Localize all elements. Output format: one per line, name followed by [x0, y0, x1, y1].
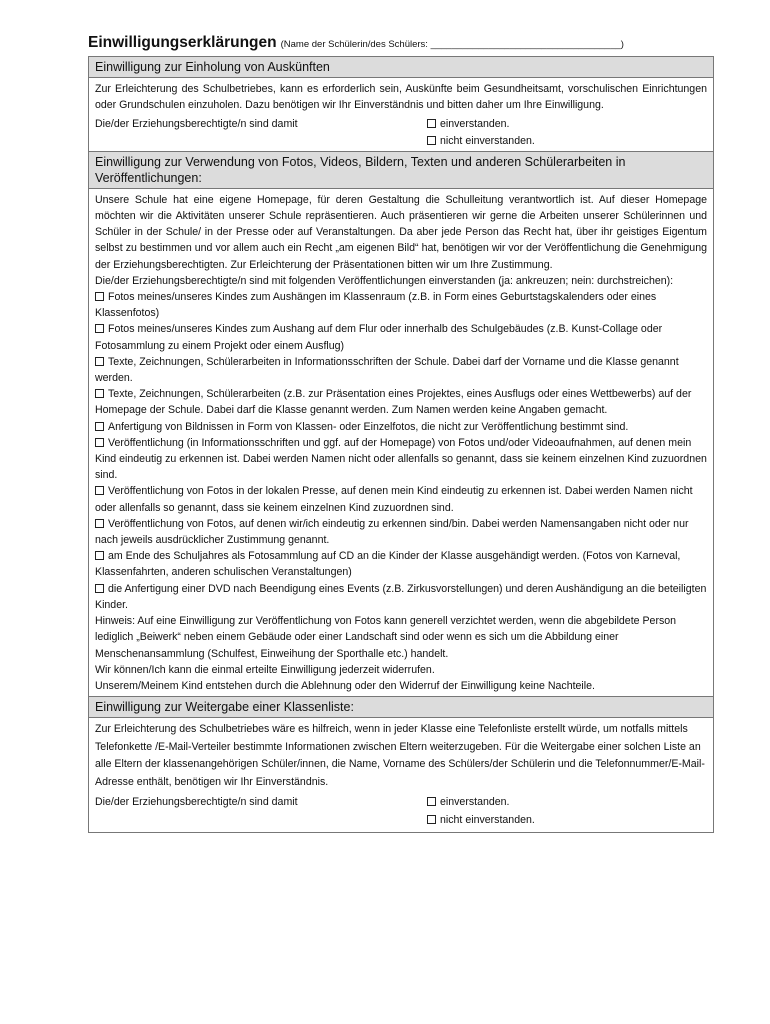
revoke-text: Wir können/Ich kann die einmal erteilte Einwilligung jederzeit widerrufen. [95, 663, 435, 676]
consent-form [88, 34, 714, 833]
consent-item[interactable] [95, 435, 707, 484]
section-heading-photos: Einwilligung zur Verwendung von Fotos, Videos, Bildern, Texten und anderen Schülerarbeiten in Veröffentlichungen: [89, 151, 713, 189]
section-body-photos [89, 189, 713, 696]
consent-row [95, 116, 707, 148]
consent-item-text: Texte, Zeichnungen, Schülerarbeiten (z.B. zur Präsentation eines Projektes, eines Ausflugs oder eines Wettbewerbs) auf der Homepage der Schule. Dabei darf die Klasse genannt werden. Zum Namen werden keine Angaben gemacht. [95, 388, 692, 417]
checkbox[interactable] [95, 551, 104, 560]
checkbox[interactable] [427, 119, 436, 128]
section-text: Zur Erleichterung des Schulbetriebes, kann es erforderlich sein, Auskünfte beim Gesundheitsamt, vorschulischen Einrichtungen oder Grundschulen einzuholen. Dazu benötigen wir Ihr Einverständnis und bitten daher um Ihre Einwilligung. [95, 83, 707, 112]
consent-item[interactable] [95, 419, 707, 435]
note-text: Hinweis: Auf eine Einwilligung zur Veröffentlichung von Fotos kann generell verzichtet werden, wenn die abgebildete Person lediglich „Beiwerk“ neben einem Gebäude oder einer Landschaft sind oder wenn es sich um die Abbildung einer Menschenansammlung (Schulfest, Einweihung der Sporthalle etc.) handelt. [95, 615, 677, 660]
consent-label: Die/der Erziehungsberechtigte/n sind damit [95, 118, 298, 131]
consent-item[interactable] [95, 289, 707, 321]
option-label: nicht einverstanden. [440, 134, 535, 147]
consent-item[interactable] [95, 581, 707, 613]
checkbox[interactable] [95, 519, 104, 528]
checkbox[interactable] [95, 486, 104, 495]
section-body-information [89, 78, 713, 151]
consent-item-text: Fotos meines/unseres Kindes zum Aushang auf dem Flur oder innerhalb des Schulgebäudes (z.B. Kunst-Collage oder Fotosammlung zu einem Projekt oder einem Ausflug) [95, 323, 663, 352]
option-label: einverstanden. [440, 118, 510, 131]
option-label: einverstanden. [440, 796, 510, 809]
consent-item-text: Texte, Zeichnungen, Schülerarbeiten in Informationsschriften der Schule. Dabei darf der Vorname und die Klasse genannt werden. [95, 355, 679, 385]
consent-item-text: Fotos meines/unseres Kindes zum Aushängen im Klassenraum (z.B. in Form eines Geburtstagskalenders oder eines Klassenfotos) [95, 291, 657, 320]
consent-item-text: am Ende des Schuljahres als Fotosammlung auf CD an die Kinder der Klasse ausgehändigt werden. (Fotos von Karneval, Klassenfahrten, anderen schulischen Veranstaltungen) [95, 550, 681, 579]
consent-item-text: Anfertigung von Bildnissen in Form von Klassen- oder Einzelfotos, die nicht zur Veröffentlichung bestimmt sind. [108, 420, 629, 433]
section-heading-information: Einwilligung zur Einholung von Auskünften [89, 57, 713, 78]
checkbox[interactable] [95, 438, 104, 447]
consent-item[interactable] [95, 516, 707, 548]
section-instruction: Die/der Erziehungsberechtigte/n sind mit folgenden Veröffentlichungen einverstanden (ja: ankreuzen; nein: durchstreichen): [95, 274, 674, 287]
consent-options [427, 794, 535, 829]
form-frame [88, 56, 714, 833]
option-agree[interactable] [427, 116, 535, 132]
title-row [88, 34, 714, 56]
consent-label: Die/der Erziehungsberechtigte/n sind damit [95, 796, 298, 809]
checkbox[interactable] [95, 422, 104, 431]
section-heading-class-list: Einwilligung zur Weitergabe einer Klassenliste: [89, 696, 713, 718]
checkbox[interactable] [95, 389, 104, 398]
checkbox[interactable] [95, 324, 104, 333]
consent-item-text: Veröffentlichung von Fotos, auf denen wir/ich eindeutig zu erkennen sind/bin. Dabei werden Namensangaben nicht oder nur nach jeweils ausdrücklicher Zustimmung genannt. [95, 517, 689, 547]
checkbox[interactable] [95, 584, 104, 593]
option-label: nicht einverstanden. [440, 814, 535, 827]
consent-item[interactable] [95, 386, 707, 418]
consent-item-text: Veröffentlichung (in Informationsschriften und ggf. auf der Homepage) von Fotos und/oder Videoaufnahmen, auf denen mein Kind eindeutig zu erkennen ist. Dabei werden Namen nicht oder allenfalls so genannt, dass sie keinem einzelnen Kind zuzuordnen sind. [95, 436, 707, 482]
consent-item-text: Veröffentlichung von Fotos in der lokalen Presse, auf denen mein Kind eindeutig zu erkennen ist. Dabei werden Namen nicht oder allenfalls so genannt, dass sie keinem einzelnen Kind zuzuordnen sind. [95, 485, 693, 514]
section-body-class-list [89, 718, 713, 832]
consent-item[interactable] [95, 354, 707, 386]
consent-item-text: die Anfertigung einer DVD nach Beendigung eines Events (z.B. Zirkusvorstellungen) und deren Aushändigung an die beteiligten Kinder. [95, 582, 707, 611]
section-intro: Unsere Schule hat eine eigene Homepage, für deren Gestaltung die Schulleitung verantwortlich ist. Auf dieser Homepage möchten wir die Aktivitäten unserer Schule repräsentieren. Auch präsentieren wir gerne die Arbeiten unserer Schülerinnen und Schüler in der Schule/ in der Presse oder auf Veranstaltungen. Da aber jede Person das Recht hat, über ihr geistiges Eigentum selbst zu bestimmen und vor allem auch ein Recht „am eigenen Bild“ hat, benötigen wir vor der Veröffentlichung die Genehmigung der Erziehungsberechtigten. Zur Erleichterung der Präsentationen bitten wir um Ihre Zustimmung. [95, 193, 707, 271]
option-disagree[interactable] [427, 133, 535, 149]
option-disagree[interactable] [427, 812, 535, 830]
section-text: Zur Erleichterung des Schulbetriebes wäre es hilfreich, wenn in jeder Klasse eine Telefonliste erstellt würde, um notfalls mittels Telefonkette /E-Mail-Verteiler bestimmte Informationen zwischen Eltern weiterzugeben. Für die Weitergabe einer solchen Liste an alle Eltern der klassenangehörigen Schüler/innen, die Name, Vorname des Schülers/der Schülerin und die Telefonnummer/E-Mail-Adresse enthält, benötigen wir Ihr Einverständnis. [95, 723, 705, 788]
checkbox[interactable] [95, 357, 104, 366]
option-agree[interactable] [427, 794, 535, 812]
checkbox[interactable] [427, 815, 436, 824]
consent-item[interactable] [95, 321, 707, 353]
student-name-field[interactable]: (Name der Schülerin/des Schülers: ____________________________________) [280, 39, 624, 50]
consent-item[interactable] [95, 548, 707, 580]
page-title: Einwilligungserklärungen [88, 34, 277, 51]
consent-item[interactable] [95, 483, 707, 515]
no-disadvantage-text: Unserem/Meinem Kind entstehen durch die Ablehnung oder den Widerruf der Einwilligung keine Nachteile. [95, 679, 595, 692]
consent-row [95, 794, 707, 829]
checkbox[interactable] [427, 136, 436, 145]
consent-options [427, 116, 535, 148]
checkbox[interactable] [95, 292, 104, 301]
checkbox[interactable] [427, 797, 436, 806]
